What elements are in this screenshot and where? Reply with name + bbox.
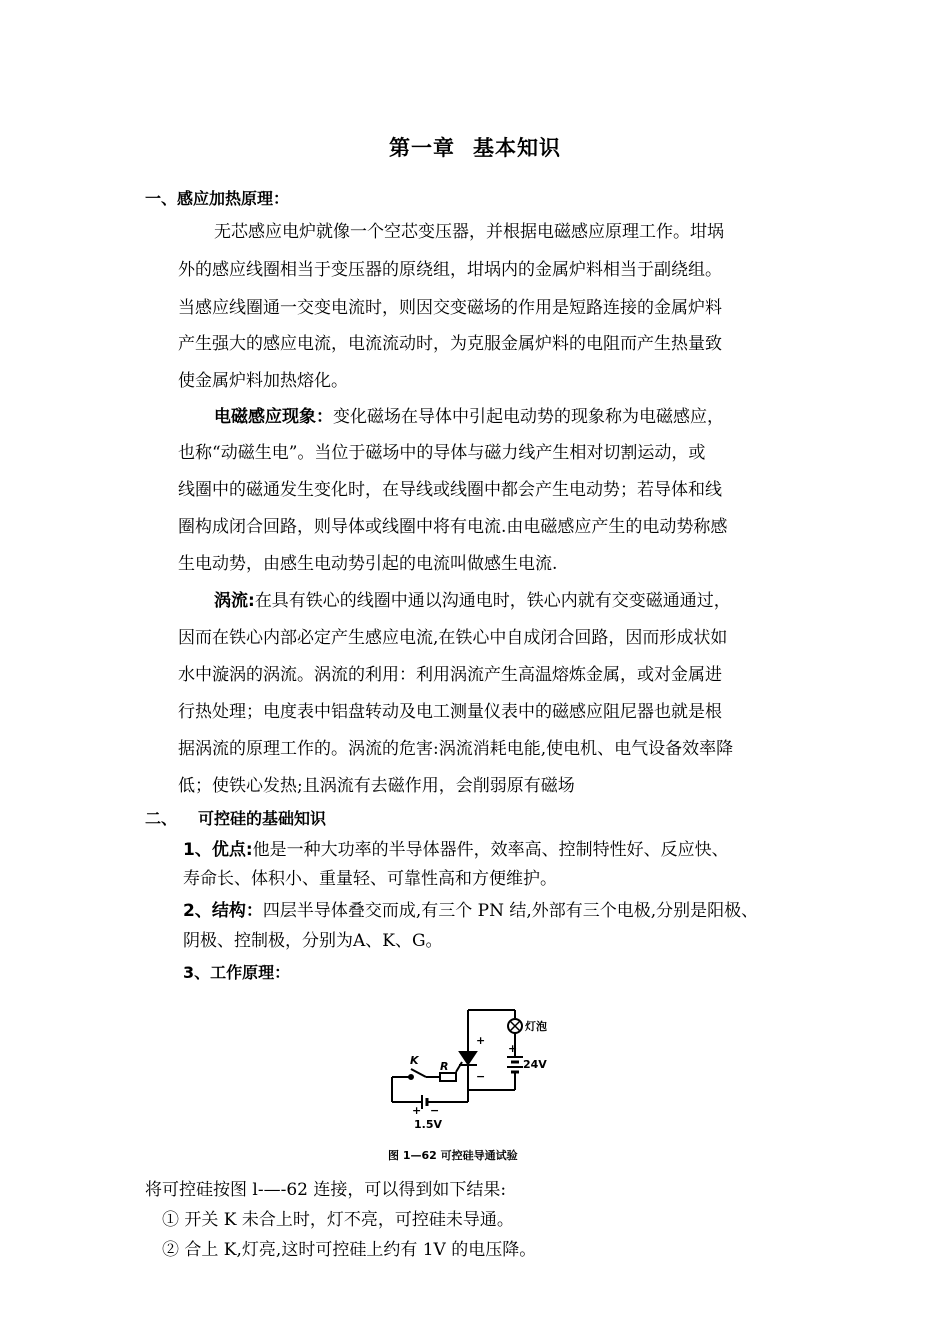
label-24v: 24V [523, 1058, 547, 1071]
label-bulb: 灯泡 [525, 1020, 547, 1033]
item1-keyword: 1、优点: [183, 840, 253, 860]
item2-line-2: 阴极、控制极，分别为A、K、G。 [183, 931, 443, 951]
item2-text: 四层半导体叠交而成,有三个 PN 结,外部有三个电极,分别是阳极、 [262, 901, 759, 921]
para2-keyword: 电磁感应现象： [214, 407, 333, 427]
para1-line-3: 当感应线圈通一交变电流时，则因交变磁场的作用是短路连接的金属炉料 [178, 298, 722, 318]
circuit-diagram [380, 1002, 580, 1142]
para3-keyword: 涡流: [214, 591, 255, 611]
para3-line-1 [214, 590, 731, 612]
plus-scr: + [476, 1034, 486, 1047]
plus-15v: + [412, 1104, 422, 1117]
para2-line-5: 生电动势，由感生电动势引起的电流叫做感生电流. [178, 554, 558, 574]
item1-line-2: 寿命长、体积小、重量轻、可靠性高和方便维护。 [183, 869, 557, 889]
para2-first: 变化磁场在导体中引起电动势的现象称为电磁感应， [333, 407, 724, 427]
label-k: K [410, 1054, 419, 1067]
section1-heading: 一、感应加热原理： [145, 189, 290, 208]
para3-line-2: 因而在铁心内部必定产生感应电流,在铁心中自成闭合回路，因而形成状如 [178, 628, 728, 648]
para1-line-2: 外的感应线圈相当于变压器的原绕组，坩埚内的金属炉料相当于副绕组。 [178, 260, 722, 280]
label-15v: 1.5V [414, 1118, 442, 1131]
para1-line-1: 无芯感应电炉就像一个空芯变压器，并根据电磁感应原理工作。坩埚 [214, 222, 724, 242]
label-r: R [440, 1060, 449, 1073]
results-intro: 将可控硅按图 l-—-62 连接，可以得到如下结果: [145, 1180, 507, 1200]
para3-first: 在具有铁心的线圈中通以沟通电时，铁心内就有交变磁通通过， [254, 591, 731, 611]
para3-line-3: 水中漩涡的涡流。涡流的利用：利用涡流产生高温熔炼金属，或对金属进 [178, 665, 722, 685]
title-chapter: 第一章 [389, 135, 455, 160]
para3-line-6: 低；使铁心发热;且涡流有去磁作用，会削弱原有磁场 [178, 776, 575, 796]
para2-line-1 [214, 406, 724, 428]
minus-scr: − [476, 1070, 486, 1083]
para3-line-4: 行热处理；电度表中铝盘转动及电工测量仪表中的磁感应阻尼器也就是根 [178, 702, 722, 722]
item3-keyword: 3、工作原理： [183, 963, 291, 982]
section2-number: 二、 [145, 809, 178, 828]
page-title [0, 132, 950, 162]
item2-keyword: 2、结构： [183, 901, 263, 921]
figure-caption: 图 1—62 可控硅导通试验 [388, 1149, 518, 1162]
item1-line-1 [183, 839, 729, 861]
para2-line-3: 线圈中的磁通发生变化时，在导线或线圈中都会产生电动势；若导体和线 [178, 480, 722, 500]
para1-line-4: 产生强大的感应电流，电流流动时，为克服金属炉料的电阻而产生热量致 [178, 334, 722, 354]
section2-heading: 可控硅的基础知识 [198, 809, 327, 828]
minus-15v: − [430, 1104, 440, 1117]
result-2: ② 合上 K,灯亮,这时可控硅上约有 1V 的电压降。 [162, 1240, 537, 1260]
para2-line-2: 也称“动磁生电”。当位于磁场中的导体与磁力线产生相对切割运动，或 [178, 443, 706, 463]
circuit-svg [380, 1002, 580, 1137]
item1-text: 他是一种大功率的半导体器件，效率高、控制特性好、反应快、 [252, 840, 729, 860]
result-1: ① 开关 K 未合上时，灯不亮，可控硅未导通。 [162, 1210, 514, 1230]
para2-line-4: 圈构成闭合回路，则导体或线圈中将有电流.由电磁感应产生的电动势称感 [178, 517, 728, 537]
para1-line-5: 使金属炉料加热熔化。 [178, 371, 348, 391]
para3-line-5: 据涡流的原理工作的。涡流的危害:涡流消耗电能,使电机、电气设备效率降 [178, 739, 734, 759]
title-topic: 基本知识 [473, 135, 561, 160]
item2-line-1 [183, 900, 758, 922]
plus-24v: + [508, 1042, 518, 1055]
